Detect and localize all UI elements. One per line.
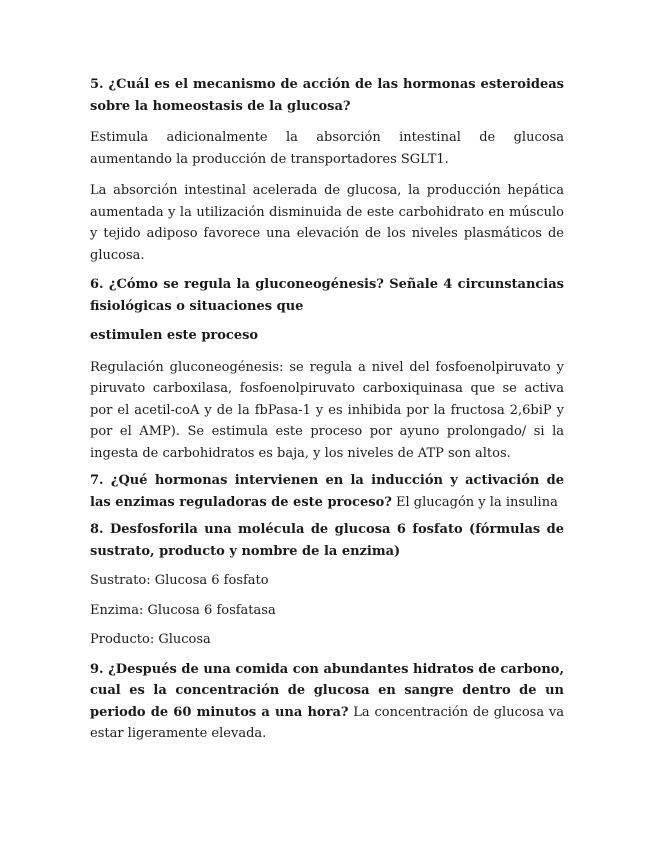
question-6: 6. ¿Cómo se regula la gluconeogénesis? Señale 4 circunstancias fisiológicas o situaciones que bbox=[90, 277, 564, 314]
answer-6: Regulación gluconeogénesis: se regula a nivel del fosfoenolpiruvato y piruvato carboxilasa, fosfoenolpiruvato carboxiquinasa que se activa por el acetil-coA y de la fbPasa-1 y es inhibida por la fructosa 2,6biP y por el AMP). Se estimula este proceso por ayuno prolongado/ si la ingesta de carbohidratos es baja, y los niveles de ATP son altos. bbox=[90, 359, 564, 461]
answer-9: La concentración de glucosa va estar ligeramente elevada. bbox=[90, 704, 564, 741]
question-8: 8. Desfosforila una molécula de glucosa 6 fosfato (fórmulas de sustrato, producto y nombre de la enzima) bbox=[90, 522, 564, 559]
question-6-continuation: estimulen este proceso bbox=[90, 328, 259, 343]
document-page bbox=[90, 74, 564, 745]
answer-7: El glucagón y la insulina bbox=[391, 494, 558, 510]
answer-8-substrate: Sustrato: Glucosa 6 fosfato bbox=[90, 573, 269, 588]
answer-5-paragraph-2: La absorción intestinal acelerada de glucosa, la producción hepática aumentada y la utilización disminuida de este carbohidrato en músculo y tejido adiposo favorece una elevación de los niveles plasmáticos de glucosa. bbox=[90, 183, 564, 263]
answer-8-product: Producto: Glucosa bbox=[90, 632, 211, 647]
answer-5-paragraph-1: Estimula adicionalmente la absorción intestinal de glucosa aumentando la producción de transportadores SGLT1. bbox=[90, 130, 564, 167]
answer-8-enzyme: Enzima: Glucosa 6 fosfatasa bbox=[90, 602, 276, 618]
question-7-block bbox=[90, 470, 564, 513]
question-5: 5. ¿Cuál es el mecanismo de acción de las hormonas esteroideas sobre la homeostasis de la glucosa? bbox=[90, 77, 564, 114]
question-7: 7. ¿Qué hormonas intervienen en la inducción y activación de las enzimas reguladoras de este proceso? bbox=[90, 473, 564, 510]
question-9: 9. ¿Después de una comida con abundantes hidratos de carbono, cual es la concentración de glucosa en sangre dentro de un periodo de 60 minutos a una hora? bbox=[90, 661, 564, 720]
question-9-block bbox=[90, 659, 564, 745]
